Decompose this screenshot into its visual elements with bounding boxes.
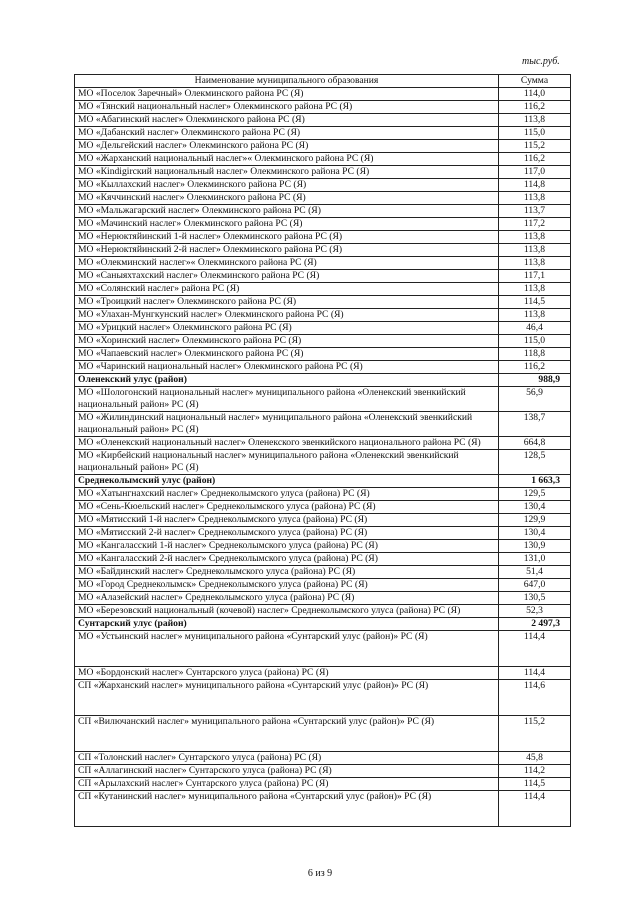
municipality-name-cell: МО «Кангаласский 2-й наслег» Среднеколымского улуса (района) РС (Я) <box>75 553 499 566</box>
table-row <box>75 716 571 752</box>
municipality-name-cell: МО «Тянский национальный наслег» Олекминского района РС (Я) <box>75 101 499 114</box>
sum-cell: 52,3 <box>499 605 571 618</box>
sum-cell: 647,0 <box>499 579 571 592</box>
table-row <box>75 592 571 605</box>
municipality-name-cell: МО «Улахан-Мунгкунский наслег» Олекминского района РС (Я) <box>75 309 499 322</box>
table-row <box>75 579 571 592</box>
municipality-name-cell: СП «Кутанинский наслег» муниципального района «Сунтарский улус (район)» РС (Я) <box>75 791 499 827</box>
table-row <box>75 437 571 450</box>
table-row <box>75 205 571 218</box>
table-row <box>75 752 571 765</box>
table-row <box>75 88 571 101</box>
table-row <box>75 270 571 283</box>
municipality-name-cell: МО «Жилиндинский национальный наслег» муниципального района «Оленекский эвенкийский национальный район» РС (Я) <box>75 412 499 437</box>
municipality-name-cell: МО «Мятисский 1-й наслег» Среднеколымского улуса (района) РС (Я) <box>75 514 499 527</box>
municipality-name-cell: МО «Устьинский наслег» муниципального района «Сунтарский улус (район)» РС (Я) <box>75 631 499 667</box>
sum-cell: 114,6 <box>499 680 571 716</box>
municipality-name-cell: МО «Сень-Кюельский наслег» Среднеколымского улуса (района) РС (Я) <box>75 501 499 514</box>
table-row <box>75 335 571 348</box>
municipality-name-cell: МО «Дельгейский наслег» Олекминского района РС (Я) <box>75 140 499 153</box>
sum-cell: 116,2 <box>499 361 571 374</box>
municipality-name-cell: МО «Поселок Заречный» Олекминского района РС (Я) <box>75 88 499 101</box>
table-row <box>75 680 571 716</box>
sum-cell: 113,8 <box>499 244 571 257</box>
table-row <box>75 488 571 501</box>
municipality-name-cell: МО «Чаринский национальный наслег» Олекминского района РС (Я) <box>75 361 499 374</box>
sum-cell: 1 663,3 <box>499 475 571 488</box>
sum-cell: 129,5 <box>499 488 571 501</box>
municipality-name-cell: МО «Кангаласский 1-й наслег» Среднеколымского улуса (района) РС (Я) <box>75 540 499 553</box>
table-row <box>75 114 571 127</box>
table-row <box>75 387 571 412</box>
municipality-name-cell: МО «Шологонский национальный наслег» муниципального района «Оленекский эвенкийский национальный район» РС (Я) <box>75 387 499 412</box>
municipality-name-cell: МО «Урицкий наслег» Олекминского района РС (Я) <box>75 322 499 335</box>
sum-cell: 130,5 <box>499 592 571 605</box>
municipality-name-cell: МО «Троицкий наслег» Олекминского района РС (Я) <box>75 296 499 309</box>
sum-cell: 114,2 <box>499 765 571 778</box>
municipality-name-cell: МО «Хоринский наслег» Олекминского района РС (Я) <box>75 335 499 348</box>
sum-cell: 130,4 <box>499 501 571 514</box>
table-row <box>75 631 571 667</box>
header-sum-cell: Сумма <box>499 75 571 88</box>
sum-cell: 131,0 <box>499 553 571 566</box>
municipality-name-cell: МО «Кирбейский национальный наслег» муниципального района «Оленекский эвенкийский национальный район» РС (Я) <box>75 450 499 475</box>
table-row <box>75 166 571 179</box>
table-row <box>75 778 571 791</box>
municipality-name-cell: СП «Вилючанский наслег» муниципального района «Сунтарский улус (район)» РС (Я) <box>75 716 499 752</box>
municipality-name-cell: МО «Бордонский наслег» Сунтарского улуса (района) РС (Я) <box>75 667 499 680</box>
municipality-name-cell: МО «Нерюктяйинский 2-й наслег» Олекминского района РС (Я) <box>75 244 499 257</box>
table-row <box>75 179 571 192</box>
table-row <box>75 667 571 680</box>
table-row <box>75 140 571 153</box>
table-row <box>75 605 571 618</box>
municipality-name-cell: МО «Березовский национальный (кочевой) наслег» Среднеколымского улуса (района) РС (Я) <box>75 605 499 618</box>
sum-cell: 664,8 <box>499 437 571 450</box>
sum-cell: 117,2 <box>499 218 571 231</box>
sum-cell: 117,0 <box>499 166 571 179</box>
municipality-name-cell: МО «Мачинский наслег» Олекминского района РС (Я) <box>75 218 499 231</box>
table-row <box>75 127 571 140</box>
sum-cell: 988,9 <box>499 374 571 387</box>
sum-cell: 113,8 <box>499 231 571 244</box>
sum-cell: 115,2 <box>499 716 571 752</box>
sum-cell: 114,5 <box>499 778 571 791</box>
municipality-name-cell: МО «Саныяхтахский наслег» Олекминского района РС (Я) <box>75 270 499 283</box>
sum-cell: 115,0 <box>499 127 571 140</box>
table-row <box>75 791 571 827</box>
sum-cell: 114,4 <box>499 631 571 667</box>
municipality-name-cell: МО «Кяччинский наслег» Олекминского района РС (Я) <box>75 192 499 205</box>
municipality-name-cell: СП «Аллагинский наслег» Сунтарского улуса (района) РС (Я) <box>75 765 499 778</box>
municipality-name-cell: МО «Хатынгнахский наслег» Среднеколымского улуса (района) РС (Я) <box>75 488 499 501</box>
table-row <box>75 231 571 244</box>
table-row <box>75 527 571 540</box>
sum-cell: 128,5 <box>499 450 571 475</box>
municipality-name-cell: МО «Байдинский наслег» Среднеколымского улуса (района) РС (Я) <box>75 566 499 579</box>
page-number: 6 из 9 <box>307 868 333 879</box>
table-row <box>75 257 571 270</box>
table-row <box>75 540 571 553</box>
sum-cell: 114,5 <box>499 296 571 309</box>
table-row <box>75 514 571 527</box>
municipality-name-cell: МО «Оленекский национальный наслег» Оленекского эвенкийского национального района РС (Я) <box>75 437 499 450</box>
table-row <box>75 153 571 166</box>
sum-cell: 118,8 <box>499 348 571 361</box>
municipality-name-cell: Сунтарский улус (район) <box>75 618 499 631</box>
sum-cell: 115,0 <box>499 335 571 348</box>
sum-cell: 138,7 <box>499 412 571 437</box>
municipality-name-cell: МО «Мальжагарский наслег» Олекминского района РС (Я) <box>75 205 499 218</box>
municipality-name-cell: СП «Арылахский наслег» Сунтарского улуса (района) РС (Я) <box>75 778 499 791</box>
sum-cell: 130,4 <box>499 527 571 540</box>
sum-cell: 117,1 <box>499 270 571 283</box>
sum-cell: 129,9 <box>499 514 571 527</box>
sum-cell: 115,2 <box>499 140 571 153</box>
sum-cell: 113,8 <box>499 114 571 127</box>
table-row <box>75 309 571 322</box>
table-row <box>75 450 571 475</box>
sum-cell: 113,8 <box>499 283 571 296</box>
municipality-name-cell: МО «Мятисский 2-й наслег» Среднеколымского улуса (района) РС (Я) <box>75 527 499 540</box>
sum-cell: 116,2 <box>499 153 571 166</box>
header-name-cell: Наименование муниципального образования <box>75 75 499 88</box>
section-row <box>75 618 571 631</box>
municipality-name-cell: МО «Чапаевский наслег» Олекминского района РС (Я) <box>75 348 499 361</box>
units-label: тыс.руб. <box>522 56 560 67</box>
sum-cell: 114,8 <box>499 179 571 192</box>
municipality-name-cell: МО «Нерюктяйинский 1-й наслег» Олекминского района РС (Я) <box>75 231 499 244</box>
municipality-name-cell: Среднеколымский улус (район) <box>75 475 499 488</box>
municipality-name-cell: МО «Дабанский наслег» Олекминского района РС (Я) <box>75 127 499 140</box>
sum-cell: 116,2 <box>499 101 571 114</box>
table-row <box>75 501 571 514</box>
sum-cell: 113,8 <box>499 192 571 205</box>
municipality-name-cell: МО «Кыллахский наслег» Олекминского района РС (Я) <box>75 179 499 192</box>
sum-cell: 114,4 <box>499 791 571 827</box>
municipality-name-cell: МО «Кindigirский национальный наслег» Олекминского района РС (Я) <box>75 166 499 179</box>
table-row <box>75 412 571 437</box>
table-row <box>75 192 571 205</box>
sum-cell: 46,4 <box>499 322 571 335</box>
municipality-name-cell: МО «Абагинский наслег» Олекминского района РС (Я) <box>75 114 499 127</box>
municipality-name-cell: СП «Жарханский наслег» муниципального района «Сунтарский улус (район)» РС (Я) <box>75 680 499 716</box>
section-row <box>75 374 571 387</box>
table-row <box>75 296 571 309</box>
sum-cell: 130,9 <box>499 540 571 553</box>
sum-cell: 2 497,3 <box>499 618 571 631</box>
sum-cell: 114,0 <box>499 88 571 101</box>
allocation-table <box>74 74 571 827</box>
table-row <box>75 218 571 231</box>
municipality-name-cell: МО «Жарханский национальный наслег»« Олекминского района РС (Я) <box>75 153 499 166</box>
municipality-name-cell: Оленекский улус (район) <box>75 374 499 387</box>
municipality-name-cell: МО «Солянский наслег» района РС (Я) <box>75 283 499 296</box>
table-row <box>75 566 571 579</box>
table-row <box>75 348 571 361</box>
sum-cell: 113,8 <box>499 257 571 270</box>
table-row <box>75 244 571 257</box>
table-row <box>75 765 571 778</box>
section-row <box>75 475 571 488</box>
sum-cell: 45,8 <box>499 752 571 765</box>
sum-cell: 51,4 <box>499 566 571 579</box>
sum-cell: 56,9 <box>499 387 571 412</box>
table-row <box>75 361 571 374</box>
table-row <box>75 322 571 335</box>
municipality-name-cell: МО «Город Среднеколымск» Среднеколымского улуса (района) РС (Я) <box>75 579 499 592</box>
table-row <box>75 553 571 566</box>
municipality-name-cell: СП «Толонский наслег» Сунтарского улуса (района) РС (Я) <box>75 752 499 765</box>
table-header-row <box>75 75 571 88</box>
table-row <box>75 101 571 114</box>
table-row <box>75 283 571 296</box>
sum-cell: 113,8 <box>499 309 571 322</box>
sum-cell: 114,4 <box>499 667 571 680</box>
municipality-name-cell: МО «Алазейский наслег» Среднеколымского улуса (района) РС (Я) <box>75 592 499 605</box>
sum-cell: 113,7 <box>499 205 571 218</box>
municipality-name-cell: МО «Олекминский наслег»« Олекминского района РС (Я) <box>75 257 499 270</box>
